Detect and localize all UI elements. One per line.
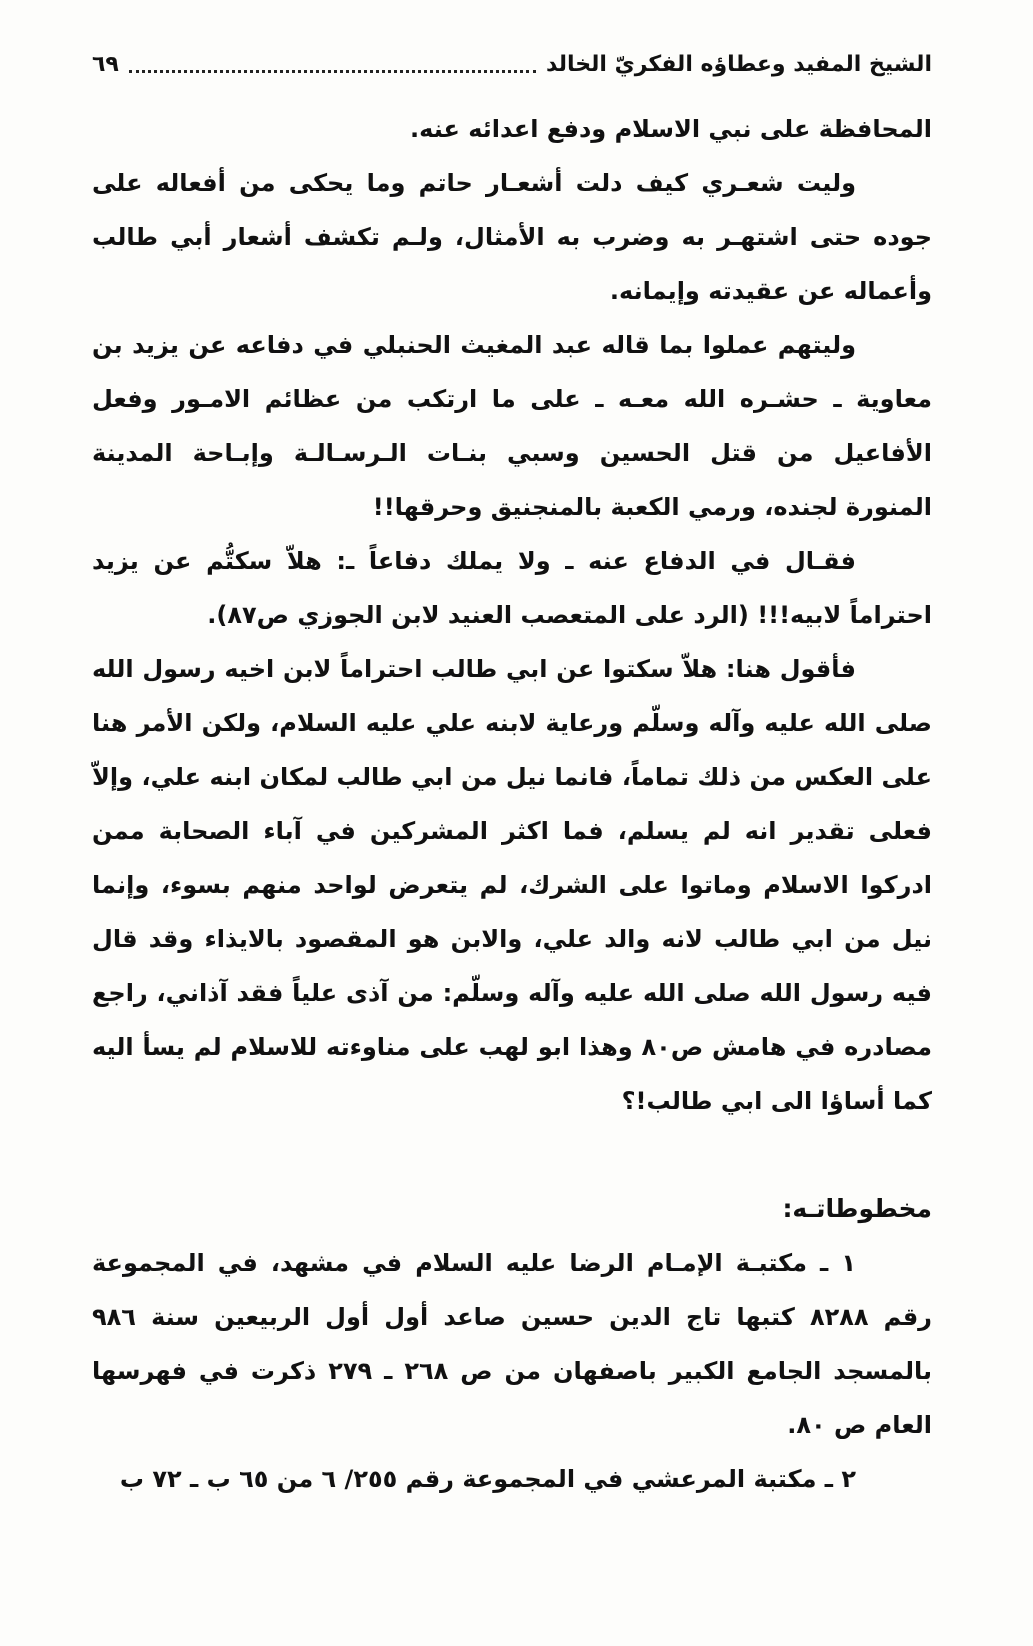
page-body xyxy=(92,102,932,1506)
page-number: ٦٩ xyxy=(92,51,119,77)
paragraph-author-comment: فأقول هنا: هلاّ سكتوا عن ابي طالب احتراماً لابن اخيه رسول الله صلى الله عليه وآله وسلّم ورعاية لابنه علي عليه السلام، ولكن الأمر هنا على العكس من ذلك تماماً، فانما نيل من ابي طالب لمكان ابنه علي، وإلاّ فعلى تقدير انه لم يسلم، فما اكثر المشركين في آباء الصحابة ممن ادركوا الاسلام وماتوا على الشرك، لم يتعرض لواحد منهم بسوء، وإنما نيل من ابي طالب لانه والد علي، والابن هو المقصود بالايذاء وقد قال فيه رسول الله صلى الله عليه وآله وسلّم: من آذى علياً فقد آذاني، راجع مصادره في هامش ص٨٠ وهذا ابو لهب على مناوءته للاسلام لم يسأ اليه كما أساؤا الى ابي طالب!؟ xyxy=(92,655,932,1115)
paragraph-hatim: وليت شعـري كيف دلت أشعـار حاتم وما يحكى من أفعاله على جوده حتى اشتهـر به وضرب به الأمثال، ولـم تكشف أشعار أبي طالب وأعماله عن عقيدته وإيمانه. xyxy=(92,169,932,305)
manuscript-item: ٢ ـ مكتبة المرعشي في المجموعة رقم ٢٥٥/ ٦ من ٦٥ ب ـ ٧٢ ب xyxy=(119,1465,856,1493)
manuscript-item: ١ ـ مكتبـة الإمـام الرضا عليه السلام في مشهد، في المجموعة رقم ٨٢٨٨ كتبها تاج الدين حسين صاعد أول أول الربيعين سنة ٩٨٦ بالمسجد الجامع الكبير باصفهان من ص ٢٦٨ ـ ٢٧٩ ذكرت في فهرسها العام ص ٨٠. xyxy=(92,1249,932,1439)
paragraph-hanbali: وليتهم عملوا بما قاله عبد المغيث الحنبلي في دفاعه عن يزيد بن معاوية ـ حشـره الله معـه ـ على ما ارتكب من عظائم الامـور وفعل الأفاعيل من قتل الحسين وسبي بنـات الـرسـالـة وإبـاحة المدينة المنورة لجنده، ورمي الكعبة بالمنجنيق وحرقها!! xyxy=(92,331,932,521)
manuscripts-heading: مخطوطاتـه: xyxy=(782,1194,932,1223)
dotted-leader xyxy=(129,68,536,73)
running-title: الشيخ المفيد وعطاؤه الفكريّ الخالد xyxy=(546,51,932,77)
paragraph-continuation: المحافظة على نبي الاسلام ودفع اعدائه عنه. xyxy=(410,115,932,143)
paragraph-quote: فقـال في الدفاع عنه ـ ولا يملك دفاعاً ـ: هلاّ سكتُّم عن يزيد احتراماً لابيه!!! (الرد على المتعصب العنيد لابن الجوزي ص٨٧). xyxy=(92,547,932,629)
page-header xyxy=(92,44,932,84)
